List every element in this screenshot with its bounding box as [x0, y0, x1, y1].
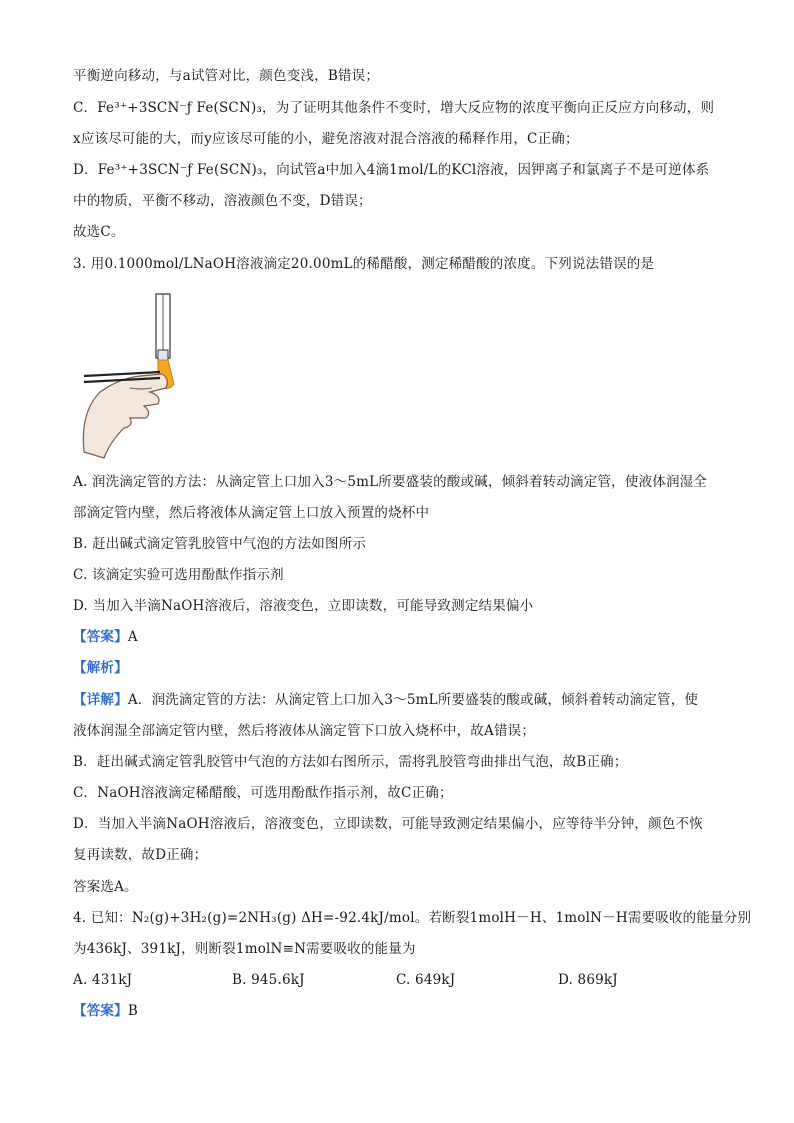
analysis-tag: 【解析】: [73, 660, 128, 676]
answer-tag: 【答案】: [73, 629, 128, 645]
answer-line: [73, 627, 733, 647]
text-line: 故选C。: [73, 224, 125, 240]
detail-line-5: D．当加入半滴NaOH溶液后，溶液变色，立即读数，可能导致测定结果偏小，应等待半分钟，颜色不恢: [73, 816, 703, 832]
answer-value: B: [127, 1003, 138, 1019]
analysis-line: [73, 658, 733, 678]
burette-bubble-figure: [70, 292, 190, 460]
detail-tag: 【详解】: [73, 692, 128, 708]
detail-line-3: B．赶出碱式滴定管乳胶管中气泡的方法如右图所示，需将乳胶管弯曲排出气泡，故B正确；: [73, 754, 628, 770]
final-answer: 答案选A。: [73, 879, 138, 895]
text-line: x应该尽可能的大，而y应该尽可能的小，避免溶液对混合溶液的稀释作用，C正确；: [73, 131, 579, 147]
answer-value: A: [127, 629, 138, 645]
option-a-line2: 部滴定管内壁，然后将液体从滴定管上口放入预置的烧杯中: [73, 505, 430, 521]
text-line: 中的物质，平衡不移动，溶液颜色不变，D错误；: [73, 193, 372, 209]
text-line: C．Fe³⁺+3SCN⁻ƒ Fe(SCN)₃，为了证明其他条件不变时，增大反应物的浓度平衡向正反应方向移动，则: [73, 100, 715, 116]
detail-line-4: C．NaOH溶液滴定稀醋酸，可选用酚酞作指示剂，故C正确；: [73, 785, 453, 801]
question-4-stem-line1: 4. 已知：N₂(g)+3H₂(g)=2NH₃(g) ΔH=-92.4kJ/mol。若断裂1molH－H、1molN－H需要吸收的能量分别: [73, 910, 752, 926]
q4-option-c: C. 649kJ: [396, 972, 456, 988]
detail-line-6: 复再读数，故D正确；: [73, 847, 208, 863]
question-3-stem: 3. 用0.1000mol/LNaOH溶液滴定20.00mL的稀醋酸，测定稀醋酸的浓度。下列说法错误的是: [73, 256, 655, 272]
option-d: D. 当加入半滴NaOH溶液后，溶液变色，立即读数，可能导致测定结果偏小: [73, 598, 534, 614]
text-line: D．Fe³⁺+3SCN⁻ƒ Fe(SCN)₃，向试管a中加入4滴1mol/L的KCl溶液，因钾离子和氯离子不是可逆体系: [73, 162, 710, 178]
detail-line-1: [73, 690, 733, 710]
q4-option-a: A. 431kJ: [73, 972, 133, 988]
detail-line-2: 液体润湿全部滴定管内壁，然后将液体从滴定管下口放入烧杯中，故A错误；: [73, 723, 536, 739]
option-a-line1: A. 润洗滴定管的方法：从滴定管上口加入3～5mL所要盛装的酸或碱，倾斜着转动滴定管，使液体润湿全: [73, 474, 708, 490]
detail-text: A．润洗滴定管的方法：从滴定管上口加入3～5mL所要盛装的酸或碱，倾斜着转动滴定管，使: [127, 692, 699, 708]
option-c: C. 该滴定实验可选用酚酞作指示剂: [73, 567, 284, 583]
q4-option-d: D. 869kJ: [558, 972, 618, 988]
q4-answer-line: [73, 1001, 733, 1021]
option-b: B. 赶出碱式滴定管乳胶管中气泡的方法如图所示: [73, 536, 367, 552]
q4-option-b: B. 945.6kJ: [232, 972, 305, 988]
question-4-stem-line2: 为436kJ、391kJ，则断裂1molN≡N需要吸收的能量为: [73, 941, 416, 957]
text-line: 平衡逆向移动，与a试管对比，颜色变浅，B错误；: [73, 68, 380, 84]
answer-tag: 【答案】: [73, 1003, 128, 1019]
